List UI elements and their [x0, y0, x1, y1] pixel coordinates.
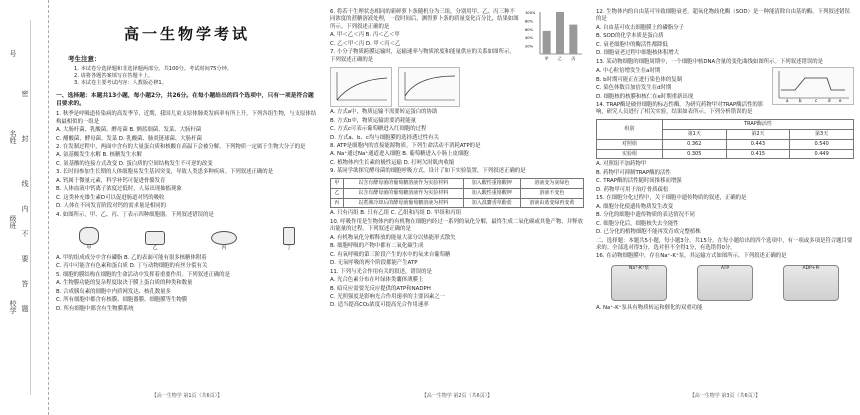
organelle-bing: 丙: [211, 231, 237, 252]
table-cell: 对照组: [597, 139, 663, 149]
page-column-3: [596, 8, 854, 403]
organelle-yi: 乙: [145, 231, 165, 252]
note-item: 2. 请将各题答案填写在答题卡上。: [74, 72, 154, 79]
dna-curve: [772, 67, 854, 105]
page-footer: 【高一生物学 第1页（共6页）】: [151, 393, 223, 400]
question-line: 15. 在细胞分化过程中，关于细胞中遗传物质的叙述，正确的是: [596, 195, 747, 202]
experiment-table: [330, 178, 584, 209]
question-line: C. 染色体数目加倍发生在d时期: [596, 85, 672, 92]
organelle-ding: 丁: [283, 227, 295, 252]
bar-乙: [556, 12, 564, 54]
table-cell: 乙: [331, 188, 344, 198]
binding-strip: [0, 0, 49, 415]
question-line: C. 乙＜甲＜丙 D. 甲＜丙＜乙: [330, 40, 401, 47]
question-line: C. 细胞分化后，细胞核失去全能性: [596, 220, 679, 227]
pump-diagram: ADP+Pi: [783, 265, 839, 301]
question-line: D. 已分化的植物细胞不能再发育成完整植株: [596, 229, 701, 236]
table-cell: 以含有酵母菌的葡萄糖溶液作为实验材料: [343, 188, 463, 198]
question-line: B. 细胞呼吸的产物中都有二氧化碳生成: [330, 243, 424, 250]
question-line: 3. 长时间参加生长期的人体细胞易发生基因突变，导致人类患多种疾病。下列叙述正确的是: [56, 169, 274, 176]
question-list: [56, 255, 318, 313]
question-line: C. 有氧呼吸的第三阶段产生的水中的氧来自葡萄糖: [330, 251, 451, 258]
question-line: 5. 细胞的膜结构在细胞的生命活动中发挥着重要作用。下列叙述正确的是: [56, 271, 230, 278]
seal-word: 题: [21, 305, 29, 312]
question-line: B. b时期可能正在进行染色体的复制: [596, 76, 683, 83]
table-header: 第1天: [662, 129, 726, 139]
bar-甲: [543, 31, 551, 54]
x-tick-label: 丙: [571, 56, 576, 61]
question-line: A. 大肠杆菌、乳酸菌、酵母菌 B. 颤蓝细菌、发菜、大肠杆菌: [56, 127, 202, 134]
question-line: A. 有机物氧化分解释放的能量大部分以热能形式散失: [330, 234, 456, 241]
table-cell: 以煮沸冷却后的酵母菌葡萄糖溶液为材料: [343, 198, 463, 208]
question-list: [596, 305, 854, 312]
pump-diagram: Na⁺-K⁺泵: [611, 265, 667, 301]
page-column-2: [330, 8, 584, 403]
question-line: B. 分化的细胞中遗传物质的表达情况不同: [596, 212, 695, 219]
question-line: 9. 某同学欲探究酵母菌的细胞呼吸方式，设计了如下实验装置，下列叙述正确的是: [330, 168, 526, 175]
question-line: A. 中心粒倍增发生在a时期: [596, 68, 661, 75]
svg-text:d: d: [828, 98, 831, 104]
binding-label: 号: [9, 50, 17, 57]
seal-word: 封: [21, 135, 29, 142]
question-line: B. 暗反应需要光反应提供的ATP和NADPH: [330, 285, 431, 292]
question-line: 二、选择题：本题共5小题，每小题3分，共15分。在每小题给出的四个选项中，有一项或多项是符合题目要求的。全部选对得3分，选对但不全得1分，有选错得0分。: [596, 237, 853, 251]
question-line: C. 丙中可能含有色素和蛋白质 D. 丁与动物细胞的有丝分裂有关: [56, 263, 208, 270]
y-tick-label: 100%: [525, 11, 536, 15]
question-line: 16. 在动物细胞膜中，存在Na⁺-K⁺泵，其运输方式如图所示。下列叙述正确的是: [596, 253, 787, 260]
bar-chart: [524, 8, 584, 63]
x-tick-label: 甲: [544, 56, 549, 61]
question-line: 8. ATP是细胞内的直接能源物质。下列生命活动不消耗ATP的是: [330, 142, 481, 149]
trap-table: [596, 119, 854, 160]
pump-diagram: ATP: [697, 265, 753, 301]
binding-label: 名姓: [9, 130, 17, 144]
question-line: D. 方式a、b、c均与细胞膜的选择透过性有关: [330, 134, 439, 141]
note-item: 3. 本试卷主要考试内容：人教版必修1。: [74, 80, 167, 86]
question-line: C. 氨基酸的连接方式改变 D. 蛋白质的空间结构发生不可逆的改变: [56, 160, 213, 167]
question-line: B. 方式b中，物质运输需要消耗能量: [330, 117, 417, 124]
question-line: C. 醋酸菌、酵母菌、发菜 D. 乳酸菌、肺炎链球菌、大肠杆菌: [56, 135, 202, 142]
y-tick-label: 40%: [525, 36, 533, 41]
table-cell: 0.362: [662, 139, 726, 149]
question-line: B. 合成胰岛素的细胞中内质网发达、核孔数量多: [56, 288, 171, 295]
question-line: 1. 秋季是呼吸道传染病的高发季节，近期，我国儿童支原体肺炎发病率有所上升。下列各组生物，与支原体结构最相似的一组是: [56, 111, 317, 125]
question-line: D. 细胞衰老过程中细胞核体积增大: [596, 50, 680, 57]
question-list: [596, 8, 854, 67]
question-line: A. 甲的组成成分中含有磷脂 B. 乙的表面可能有很多核糖体附着: [56, 255, 207, 262]
question-list: [56, 111, 318, 219]
question-line: 12. 生物体内的自由基可导致细胞衰老。超氧化物歧化酶（SOD）是一种能清除自由基的酶。下列叙述错误的是: [596, 9, 850, 23]
table-header: 组别: [597, 119, 663, 139]
table-cell: 以含有酵母菌的葡萄糖溶液作为实验材料: [343, 178, 463, 188]
question-line: 2. 在发制过程中，两面中含有的大量蛋白质和核酸在高温下会被分解。下列物质一定属于生物大分子的是: [56, 143, 306, 150]
x-tick-label: 乙: [558, 56, 562, 61]
table-cell: 实验组: [597, 149, 663, 159]
question-line: D. 人体在不同发育阶段对钙的需求量是相同的: [56, 203, 167, 210]
question-line: C. 所有细胞中都含有核膜、细胞器膜、细胞膜等生物膜: [56, 297, 188, 304]
table-cell: 0.449: [790, 149, 854, 159]
table-cell: 0.540: [790, 139, 854, 149]
seal-word: 密: [21, 90, 29, 97]
table-header: 第2天: [726, 129, 790, 139]
question-list: [596, 161, 854, 260]
question-list: [330, 210, 584, 309]
question-line: A. 钙属于微量元素，科学补钙可促进骨骼发育: [56, 177, 166, 184]
question-line: C. 植物体内生长素的极性运输 D. 打呵欠时肌肉收缩: [330, 159, 455, 166]
question-line: 7. 小分子物质跨膜运输时，运输速率与物质浓度和能量供应的关系如图所示。下列叙述正确的是: [330, 49, 515, 63]
question-line: 6. 将若干生理状态相同的新鲜萝卜条随机分为三组，分别用甲、乙、丙三种不同浓度的蔗糖溶液处理，一段时间后，测得萝卜条的质量变化百分比，结果如图所示。下列叙述正确的是: [330, 9, 519, 30]
transport-figure: [330, 67, 584, 107]
note-item: 1. 本试卷分选择题和非选择题两部分。共100分。考试时间75分钟。: [74, 65, 232, 72]
y-tick-label: 60%: [525, 27, 533, 32]
seal-word: 线: [21, 180, 29, 187]
question-line: D. 适当提高CO₂浓度可提高光合作用速率: [330, 302, 429, 309]
curve-concentration: [330, 67, 392, 107]
question-line: 4. 如图所示，甲、乙、丙、丁表示四种细胞器。下列叙述错误的是: [56, 211, 214, 218]
question-line: D. 无氧呼吸的两个阶段都能产生ATP: [330, 260, 418, 267]
question-line: C. TRAP酶的活性随时间推移而增强: [596, 178, 682, 185]
membrane-figure: [596, 265, 854, 301]
table-cell: 丙: [331, 198, 344, 208]
curve-energy: [398, 67, 460, 107]
question-line: A. 只有丙组 B. 只有乙组 C. 乙组和丙组 D. 甲组和丙组: [330, 210, 462, 217]
question-line: B. SOD的化学本质是蛋白质: [596, 33, 664, 40]
question-line: B. 人体血液中钙离子浓度过低时，人易出现抽搐现象: [56, 186, 182, 193]
table-cell: 加入溴麝香草酚蓝: [463, 198, 520, 208]
table-cell: 溶液不变色: [520, 188, 583, 198]
seal-word: 答: [21, 280, 29, 287]
question-line: A. Na⁺-K⁺泵具有物质转运和催化的双重功能: [596, 304, 703, 311]
y-tick-label: 20%: [525, 44, 533, 49]
notes-heading: 考生注意：: [68, 54, 101, 63]
seal-word: 要: [21, 255, 29, 262]
question-line: A. 对照组不加药物甲: [596, 161, 647, 168]
organelle-figure: [56, 222, 318, 252]
question-line: A. 氨基酸发生水解 B. 核糖发生水解: [56, 152, 142, 159]
seal-word: 不: [21, 230, 29, 237]
table-cell: 甲: [331, 178, 344, 188]
y-tick-label: 80%: [525, 19, 533, 24]
svg-text:a: a: [786, 98, 789, 104]
organelle-jia: 甲: [79, 227, 99, 252]
table-cell: 0.443: [726, 139, 790, 149]
question-line: D. 药物甲可用于治疗骨质疏松: [596, 186, 669, 193]
question-line: D. 所有细胞中都含有生物膜系统: [56, 305, 134, 312]
question-line: A. 方式a中，物质运输不需要转运蛋白的协助: [330, 109, 438, 116]
seal-word: 内: [21, 205, 29, 212]
question-line: 11. 下列与光合作用有关的叙述，错误的是: [330, 268, 432, 275]
svg-text:c: c: [815, 98, 818, 104]
table-cell: 溶液由蓝变绿再变黄: [520, 198, 583, 208]
question-line: 10. 呼吸作用是生物体内的有机物在细胞内经过一系列的氧化分解，最终生成二氧化碳或其他产物，并释放出能量的过程。下列叙述正确的是: [330, 218, 583, 233]
question-line: A. 甲＜乙＜丙 B. 丙＜乙＜甲: [330, 32, 400, 39]
question-line: C. 这类补充维生素D可以促进肠道对钙的吸收: [56, 194, 165, 201]
section-heading: 一、选择题：本题共13小题，每小题2分，共26分。在每小题给出的四个选项中，只有一项是符合题目要求的。: [56, 93, 314, 108]
svg-text:b: b: [799, 98, 802, 104]
question-line: D. 细胞核的核膜和核仁在e时期重新出现: [596, 93, 694, 100]
binding-line: [30, 20, 31, 395]
table-header: TRAP酶活性: [662, 119, 853, 129]
page-footer: 【高一生物学 第3页（共6页）】: [689, 393, 761, 400]
question-line: 13. 某动物细胞的细胞周期中，一个细胞中核DNA含量的变化曲线如图所示。下列叙述错误的是: [596, 58, 824, 65]
table-cell: 溶液变为灰绿色: [520, 178, 583, 188]
question-line: A. 自由基可攻击细胞膜上的磷脂分子: [596, 24, 684, 31]
table-header: 第3天: [790, 129, 854, 139]
question-line: A. 光合色素分布在叶绿体类囊体薄膜上: [330, 277, 424, 284]
table-cell: 加入酸性重铬酸钾: [463, 188, 520, 198]
table-cell: 0.305: [662, 149, 726, 159]
question-line: C. 光照强度是影响光合作用速率的主要因素之一: [330, 294, 446, 300]
svg-text:e: e: [839, 98, 842, 104]
question-line: C. 方式c可表示葡萄糖进入红细胞的过程: [330, 126, 427, 133]
binding-label: 级班: [9, 215, 17, 229]
table-cell: 加入酸性重铬酸钾: [463, 178, 520, 188]
question-list: [330, 109, 584, 176]
bar-丙: [569, 25, 577, 54]
question-line: B. 药物甲可抑制TRAP酶的活性: [596, 169, 671, 176]
question-line: A. Na⁺通过Na⁺通道进入细胞 B. 葡萄糖进入小肠上皮细胞: [330, 151, 469, 158]
question-line: 14. TRAP酶是破骨细胞的标志性酶。为研究药物甲对TRAP酶活性的影响，研究人员进行了相关实验，结果如表所示。下列分析错误的是: [596, 101, 764, 116]
question-line: A. 细胞分化使遗传物质发生改变: [596, 203, 674, 210]
table-cell: 0.415: [726, 149, 790, 159]
question-list: [330, 8, 520, 65]
question-line: A. 生物膜功能的复杂程度取决于膜上蛋白质的种类和数量: [56, 280, 193, 287]
binding-label: 校学: [9, 300, 17, 314]
page-footer: 【高一生物学 第2页（共6页）】: [421, 393, 493, 400]
question-line: C. 衰老细胞中的酶活性都降低: [596, 41, 668, 48]
page-column-1: [56, 8, 318, 403]
exam-title: 高一生物学考试: [123, 25, 250, 43]
